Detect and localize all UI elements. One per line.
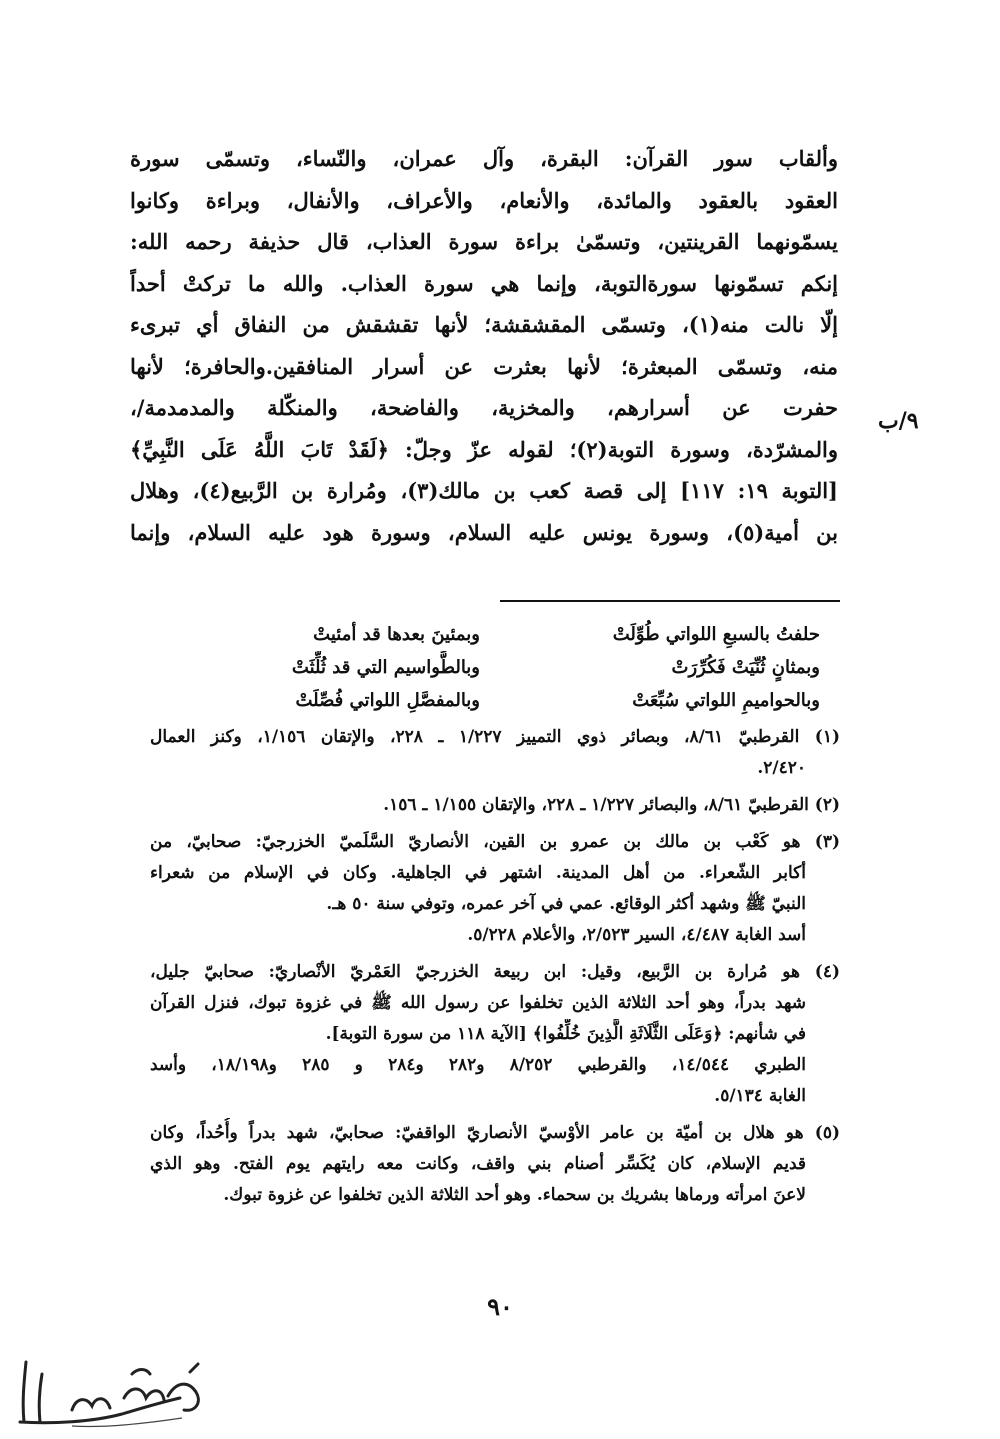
- poem-hemistich-right: وبالحواميمِ اللواتي سُبِّعَتْ: [632, 690, 820, 711]
- footnotes: [150, 722, 840, 1217]
- footnote-line: (٥) هو هلال بن أميّة بن عامر الأوْسيّ الأنصاريّ الواقفيّ: صحابيّ، شهد بدراً وأُحُداً، وكان: [150, 1123, 840, 1143]
- main-line: حفرت عن أسرارهم، والمخزية، والفاضحة، والمنكّلة والمدمدمة/،: [130, 395, 838, 420]
- poem-verses: [180, 618, 820, 717]
- footnote-line: (١) القرطبيّ ٨/٦١، وبصائر ذوي التمييز ١/٢٢٧ ـ ٢٢٨، والإتقان ١/١٥٦، وكنز العمال: [150, 727, 840, 747]
- footnote-line: شهد بدراً، وهو أحد الثلاثة الذين تخلفوا عن رسول الله ﷺ في غزوة تبوك، فنزل القرآن: [150, 993, 806, 1013]
- main-line: وألقاب سور القرآن: البقرة، وآل عمران، والنّساء، وتسمّى سورة: [130, 146, 838, 171]
- poem-row: [180, 651, 820, 684]
- footnote-line: (٣) هو كَعْب بن مالك بن عمرو بن القين، الأنصاريّ السَّلَميّ الخزرجيّ: صحابيّ، من: [150, 832, 840, 852]
- footnote-divider: [500, 600, 840, 602]
- poem-row: [180, 618, 820, 651]
- footnote-1: [150, 722, 840, 784]
- main-line: بن أمية(٥)، وسورة يونس عليه السلام، وسورة هود عليه السلام، وإنما: [130, 519, 838, 545]
- footnote-line: ٢/٤٢٠.: [757, 758, 806, 778]
- poem-hemistich-right: وبمثانٍ ثُنِّيَتْ فَكُرِّرَتْ: [671, 657, 820, 678]
- poem-row: [180, 684, 820, 717]
- main-line: والمشرّدة، وسورة التوبة(٢)؛ لقوله عزّ وجلّ: ﴿لَقَدْ تَابَ اللَّهُ عَلَى النَّبِيِّ﴾: [130, 436, 838, 462]
- folio-label: ٩/ب: [878, 408, 919, 434]
- footnote-line: الطبري ١٤/٥٤٤، والقرطبي ٨/٢٥٢ و٢٨٢ و٢٨٤ و ٢٨٥ و١٨/١٩٨، وأسد: [150, 1055, 806, 1075]
- footnote-line: قديم الإسلام، كان يُكَسِّر أصنام بني واقف، وكانت معه رايتهم يوم الفتح. وهو الذي: [150, 1154, 806, 1174]
- poem-hemistich-right: حلفتُ بالسبعِ اللواتي طُوِّلَتْ: [612, 624, 820, 645]
- footnote-line: (٢) القرطبيّ ٨/٦١، والبصائر ١/٢٢٧ ـ ٢٢٨، والإتقان ١/١٥٥ ـ ١٥٦.: [383, 795, 840, 815]
- main-line: [التوبة ١٩: ١١٧] إلى قصة كعب بن مالك(٣)، ومُرارة بن الرَّبيع(٤)، وهلال: [130, 478, 838, 503]
- page-number-text: ٩٠: [487, 1292, 513, 1321]
- main-text: [130, 138, 838, 553]
- footnote-4: [150, 957, 840, 1112]
- poem-hemistich-left: وبمئينَ بعدها قد أمئيتْ: [313, 624, 480, 645]
- page-number: [440, 1292, 560, 1321]
- footnote-line: في شأنهم: ﴿وَعَلَى الثَّلَاثَةِ الَّذِينَ خُلِّفُوا﴾ [الآية ١١٨ من سورة التوبة].: [325, 1024, 806, 1044]
- footnote-3: [150, 827, 840, 951]
- poem-hemistich-left: وبالطَّواسيم التي قد ثُلِّثَتْ: [291, 657, 480, 678]
- footnote-5: [150, 1118, 840, 1211]
- footnote-line: النبيّ ﷺ وشهد أكثر الوقائع. عمي في آخر عمره، وتوفي سنة ٥٠ هـ.: [326, 894, 806, 914]
- library-seal-logo: [12, 1352, 222, 1430]
- footnote-2: [150, 790, 840, 821]
- footnote-line: (٤) هو مُرارة بن الرَّبيع، وقيل: ابن ربيعة الخزرجيّ العَمْريّ الأنْصاريّ: صحابيّ جليل،: [150, 962, 840, 982]
- footnote-line: الغابة ٥/١٣٤.: [714, 1086, 806, 1106]
- footnote-line: أسد الغابة ٤/٤٨٧، السير ٢/٥٢٣، والأعلام ٥/٢٢٨.: [467, 925, 806, 945]
- main-line: العقود بالعقود والمائدة، والأنعام، والأعراف، والأنفال، وبراءة وكانوا: [130, 187, 838, 213]
- poem-hemistich-left: وبالمفصَّلِ اللواتي فُصِّلَتْ: [295, 690, 480, 711]
- main-line: إنكم تسمّونها سورةالتوبة، وإنما هي سورة العذاب. والله ما تركتْ أحداً: [130, 270, 838, 296]
- main-line: منه، وتسمّى المبعثرة؛ لأنها بعثرت عن أسرار المنافقين.والحافرة؛ لأنها: [130, 353, 838, 379]
- main-line: يسمّونهما القرينتين، وتسمّىٰ براءة سورة العذاب، قال حذيفة رحمه الله:: [130, 229, 838, 254]
- main-line: إلّا نالت منه(١)، وتسمّى المقشقشة؛ لأنها تقشقش من النفاق أي تبرىء: [130, 312, 838, 337]
- footnote-line: أكابر الشّعراء. من أهل المدينة. اشتهر في الجاهلية. وكان في الإسلام من شعراء: [150, 863, 806, 883]
- footnote-line: لاعنَ امرأته ورماها بشريك بن سحماء. وهو أحد الثلاثة الذين تخلفوا عن غزوة تبوك.: [223, 1185, 806, 1205]
